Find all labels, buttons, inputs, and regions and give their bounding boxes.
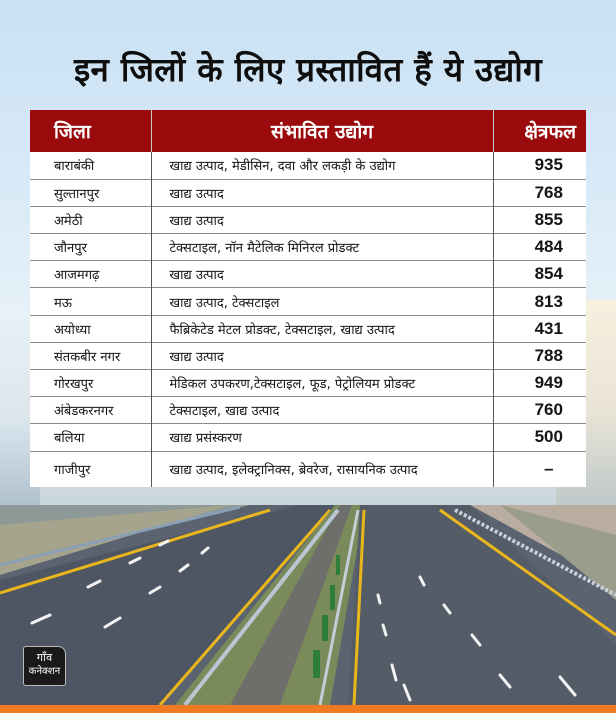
cell-industry: खाद्य उत्पाद xyxy=(151,206,493,233)
table-row xyxy=(30,451,586,487)
cell-industry: खाद्य उत्पाद, टेक्सटाइल xyxy=(151,288,493,315)
cell-industry: खाद्य प्रसंस्करण xyxy=(151,424,493,451)
header-industry: संभावित उद्योग xyxy=(151,110,493,152)
cell-area: – xyxy=(493,451,586,487)
cell-area: 854 xyxy=(493,261,586,288)
cell-area: 500 xyxy=(493,424,586,451)
cell-area: 935 xyxy=(534,155,563,175)
industry-table xyxy=(30,110,586,487)
cell-district: संतकबीर नगर xyxy=(30,342,151,369)
cell-district: आजमगढ़ xyxy=(30,261,151,288)
logo-line2: कनेक्शन xyxy=(28,666,61,677)
cell-industry: खाद्य उत्पाद, मेडीसिन, दवा और लकड़ी के उद्योग xyxy=(151,152,493,179)
table-row xyxy=(30,152,586,179)
cell-industry: खाद्य उत्पाद, इलेक्ट्रानिक्स, ब्रेवरेज, रासायनिक उत्पाद xyxy=(151,451,493,487)
cell-area: 949 xyxy=(493,370,586,397)
cell-area: 813 xyxy=(493,288,586,315)
cell-area: 760 xyxy=(493,397,586,424)
cell-district: अयोध्या xyxy=(30,315,151,342)
expressway-illustration xyxy=(0,505,616,705)
cell-industry: टेक्सटाइल, नॉन मैटेलिक मिनिरल प्रोडक्ट xyxy=(151,234,493,261)
cell-district: गाजीपुर xyxy=(30,451,151,487)
cell-area: 484 xyxy=(493,234,586,261)
logo-line1: गाँव xyxy=(36,651,53,664)
cell-district: मऊ xyxy=(30,288,151,315)
cell-industry: खाद्य उत्पाद xyxy=(151,342,493,369)
cell-area: 768 xyxy=(493,179,586,206)
table-row xyxy=(30,206,586,233)
page-title: इन जिलों के लिए प्रस्तावित हैं ये उद्योग xyxy=(74,50,542,89)
cell-district: अमेठी xyxy=(30,206,151,233)
cell-area: 431 xyxy=(493,315,586,342)
table-row xyxy=(30,397,586,424)
table-row xyxy=(30,288,586,315)
cell-area: 788 xyxy=(493,342,586,369)
table-row xyxy=(30,261,586,288)
cell-industry: खाद्य उत्पाद xyxy=(151,179,493,206)
table-row xyxy=(30,424,586,451)
table-header-row xyxy=(30,110,586,152)
table-row xyxy=(30,370,586,397)
table-row xyxy=(30,179,586,206)
header-district: जिला xyxy=(30,110,151,152)
table-row xyxy=(30,342,586,369)
cell-district: गोरखपुर xyxy=(30,370,151,397)
gaon-connection-logo xyxy=(23,646,66,686)
cell-industry: टेक्सटाइल, खाद्य उत्पाद xyxy=(151,397,493,424)
cell-industry: मेडिकल उपकरण,टेक्सटाइल, फूड, पेट्रोलियम प्रोडक्ट xyxy=(151,370,493,397)
cell-district: जौनपुर xyxy=(30,234,151,261)
table-row xyxy=(30,315,586,342)
cell-district: सुल्तानपुर xyxy=(30,179,151,206)
cell-industry: खाद्य उत्पाद xyxy=(151,261,493,288)
cell-district: बलिया xyxy=(30,424,151,451)
industry-table-container xyxy=(30,110,586,487)
expressway-photo xyxy=(0,505,616,705)
cell-area: 855 xyxy=(493,206,586,233)
cell-district: अंबेडकरनगर xyxy=(30,397,151,424)
accent-bottom-bar xyxy=(0,705,616,713)
cell-industry: फैब्रिकेटेड मेटल प्रोडक्ट, टेक्सटाइल, खाद्य उत्पाद xyxy=(151,315,493,342)
header-area: क्षेत्रफल xyxy=(493,110,586,152)
cell-district: बाराबंकी xyxy=(30,152,151,179)
table-row xyxy=(30,234,586,261)
